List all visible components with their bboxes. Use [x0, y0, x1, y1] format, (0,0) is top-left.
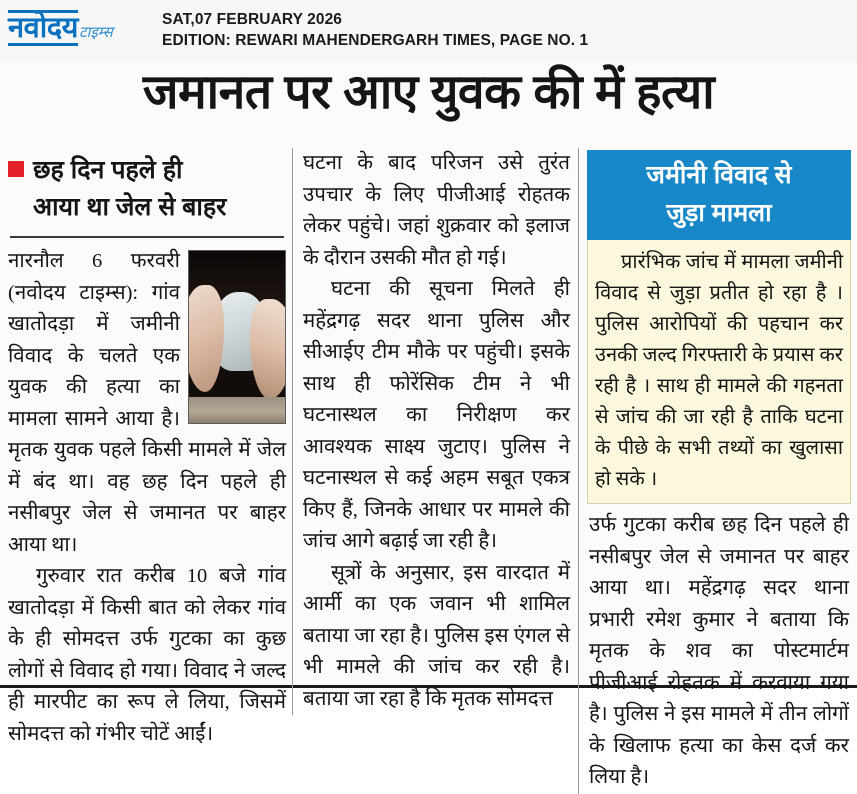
photo-floor — [189, 397, 285, 423]
middle-body-text — [303, 148, 570, 715]
edition-line: EDITION: REWARI MAHENDERGARH TIMES, PAGE NO. 1 — [162, 32, 589, 49]
right-paragraph-1: उर्फ गुटका करीब छह दिन पहले ही नसीबपुर जेल से जमानत पर बाहर आया था। महेंद्रगढ़ सदर थाना प्रभारी रमेश कुमार ने बताया कि मृतक के शव का पोस्टमार्टम पीजीआई रोहतक में करवाया गया है। पुलिस ने इस मामले में तीन लोगों के खिलाफ हत्या का केस दर्ज कर लिया है। — [589, 514, 849, 788]
left-body-text — [8, 246, 286, 750]
right-column — [578, 148, 853, 794]
kicker-line-1: छह दिन पहले ही — [33, 156, 183, 184]
middle-paragraph-1: घटना के बाद परिजन उसे तुरंत उपचार के लिए पीजीआई रोहतक लेकर पहुंचे। जहां शुक्रवार को इलाज के दौरान उसकी मौत हो गई। — [303, 152, 570, 269]
kicker-divider — [10, 236, 284, 238]
middle-paragraph-2: घटना की सूचना मिलते ही महेंद्रगढ़ सदर थाना पुलिस और सीआईए टीम मौके पर पहुंची। इसके साथ ही फोरेंसिक टीम ने भी घटनास्थल का निरीक्षण कर आवश्यक साक्ष्य जुटाए। पुलिस ने घटनास्थल से कई अहम सबूत एकत्र किए हैं, जिनके आधार पर मामले की जांच आगे बढ़ाई जा रही है। — [303, 278, 570, 552]
blue-heading-line-1: जमीनी विवाद से — [646, 161, 792, 189]
photo-left-foot — [188, 285, 224, 392]
left-paragraph-1: नारनौल 6 फरवरी (नवोदय टाइम्स): गांव खातोदड़ा में जमीनी विवाद के चलते एक युवक की हत्या का मामला सामने आया है। मृतक युवक पहले किसी मामले में जेल में बंद था। वह छह दिन पहले ही नसीबपुर जेल से जमानत पर बाहर आया था। — [8, 250, 286, 556]
logo-main-text: नवोदय — [8, 12, 78, 44]
logo-sub-text: टाइम्स — [78, 24, 113, 41]
highlight-body-text — [595, 247, 843, 495]
highlight-paragraph: प्रारंभिक जांच में मामला जमीनी विवाद से जुड़ा प्रतीत हो रहा है । पुलिस आरोपियों की पहचान कर उनकी जल्द गिरफ्तारी के प्रयास कर रही है । साथ ही मामले की गहनता से जांच की जा रही है ताकि घटना के पीछे के सभी तथ्यों का खुलासा हो सके । — [595, 251, 843, 490]
sidebar-blue-heading — [587, 150, 851, 240]
sidebar-highlight-box — [587, 240, 851, 504]
square-bullet-icon — [8, 161, 24, 177]
article-columns — [0, 148, 857, 788]
masthead — [0, 0, 857, 62]
date-line: SAT,07 FEBRUARY 2026 — [162, 11, 343, 28]
left-paragraph-2: गुरुवार रात करीब 10 बजे गांव खातोदड़ा में किसी बात को लेकर गांव के ही सोमदत्त उर्फ गुटका का कुछ लोगों से विवाद हो गया। विवाद ने जल्द ही मारपीट का रूप ले लिया, जिसमें सोमदत्त को गंभीर चोटें आईं। — [8, 565, 286, 745]
blue-heading-line-2: जुड़ा मामला — [666, 199, 772, 227]
crime-scene-photo — [188, 250, 286, 424]
left-column — [8, 148, 286, 750]
photo-right-foot — [250, 299, 286, 399]
left-kicker-text — [33, 152, 226, 226]
middle-paragraph-3: सूत्रों के अनुसार, इस वारदात में आर्मी का एक जवान भी शामिल बताया जा रहा है। पुलिस इस एंगल से भी मामले की जांच कर रही है। बताया जा रहा है कि मृतक सोमदत्त — [303, 561, 570, 710]
right-column-continuation — [585, 504, 853, 794]
middle-column — [292, 148, 570, 715]
publication-logo[interactable] — [0, 0, 150, 46]
left-kicker — [8, 152, 286, 226]
kicker-line-2: आया था जेल से बाहर — [33, 193, 227, 221]
right-body-text — [589, 510, 849, 794]
main-headline: जमानत पर आए युवक की में हत्या — [142, 66, 715, 119]
edition-block — [162, 0, 588, 51]
